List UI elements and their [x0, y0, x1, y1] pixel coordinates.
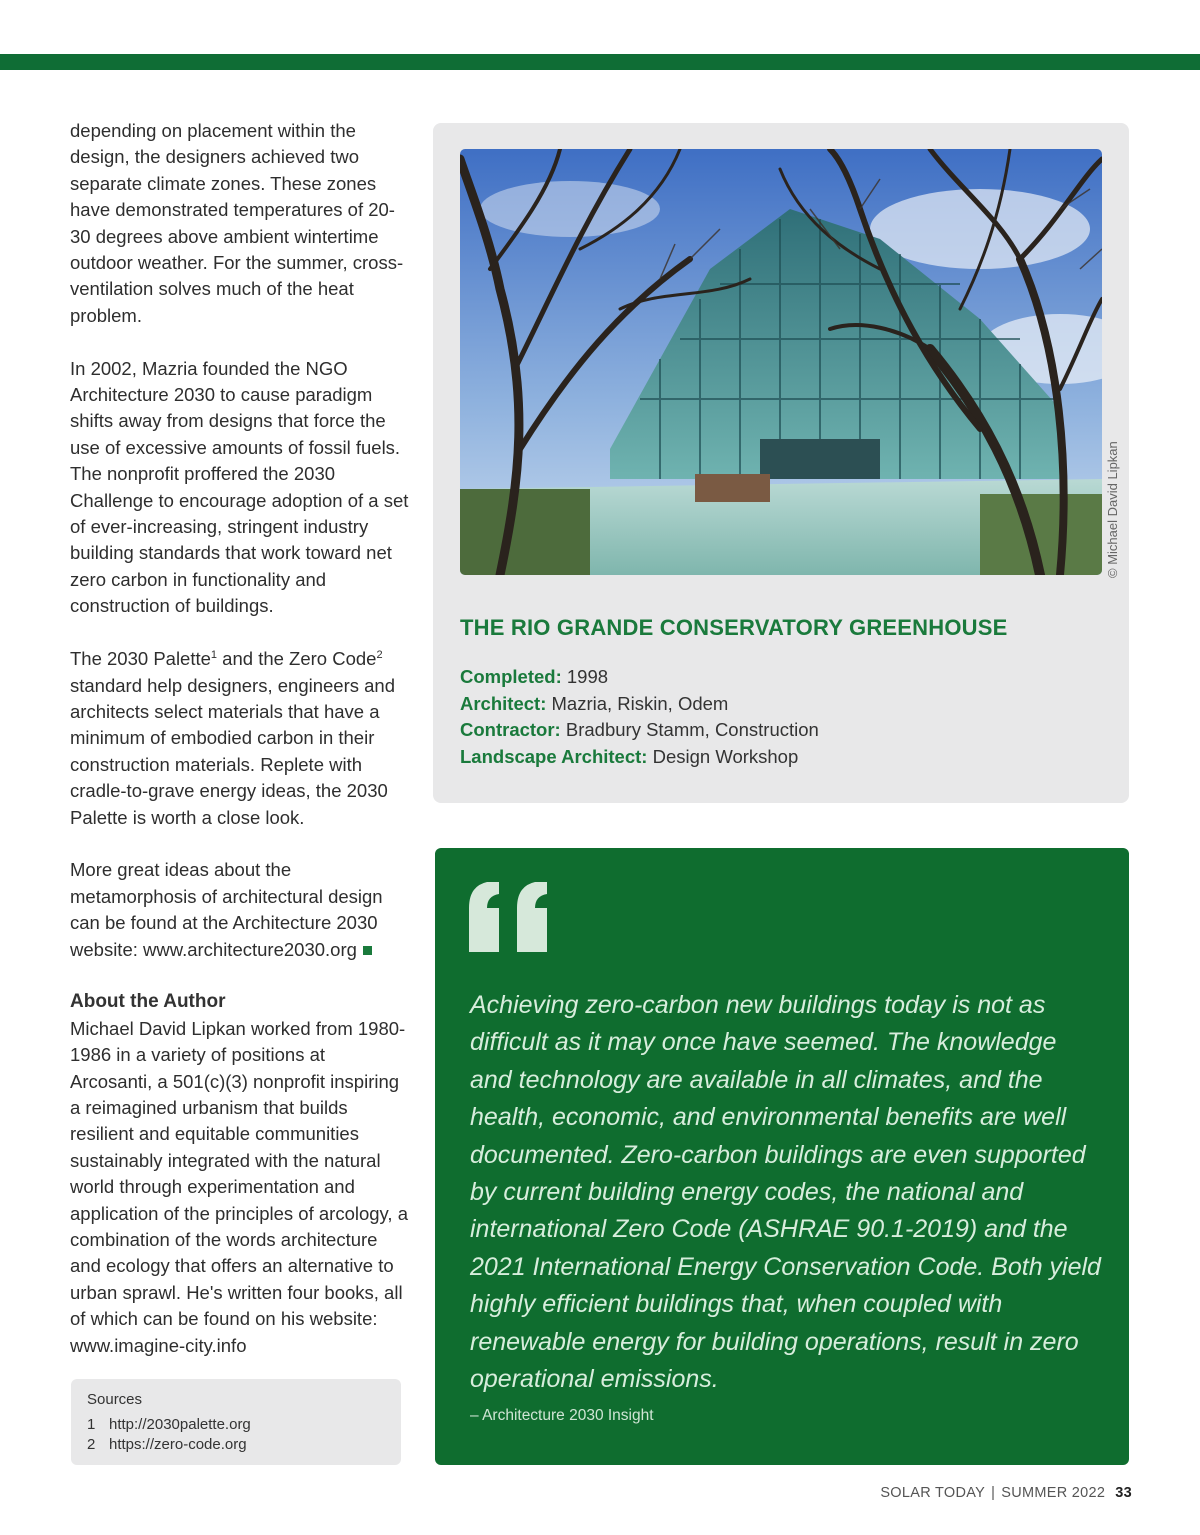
sources-box: [71, 1379, 401, 1465]
top-green-bar: [0, 54, 1200, 70]
project-info-box: [433, 123, 1129, 803]
paragraph-text: and the Zero Code: [217, 648, 377, 670]
end-of-article-icon: [363, 946, 372, 955]
body-paragraph: [70, 646, 410, 831]
pull-quote-box: [435, 848, 1129, 1465]
sources-list: [87, 1415, 251, 1455]
page-number: 33: [1115, 1485, 1132, 1501]
fact-row: [460, 664, 819, 691]
left-column: [70, 118, 410, 1385]
paragraph-text: More great ideas about the metamorphosis of architectural design can be found at the Architecture 2030 website: www.architecture2030.org: [70, 859, 383, 960]
body-paragraph: In 2002, Mazria founded the NGO Architecture 2030 to cause paradigm shifts away from designs that force the use of excessive amounts of fossil fuels. The nonprofit proffered the 2030 Challenge to encourage adoption of a set of ever-increasing, stringent industry building standards that work toward net zero carbon in functionality and construction of buildings.: [70, 357, 409, 617]
pull-quote-text: Achieving zero-carbon new buildings today is not as difficult as it may once have seemed. The knowledge and technology are available in all climates, and the health, economic, and environmental benefits are well documented. Zero-carbon buildings are even supported by current building energy codes, the national and international Zero Code (ASHRAE 90.1-2019) and the 2021 International Energy Conservation Code. Both yield highly efficient buildings that, when coupled with renewable energy for building operations, result in zero operational emissions.: [470, 991, 1101, 1394]
photo-credit: © Michael David Lipkan: [1105, 441, 1120, 578]
source-item: [87, 1435, 251, 1455]
fact-label: Contractor:: [460, 719, 561, 740]
quote-mark-icon: [465, 878, 555, 958]
source-item: [87, 1415, 251, 1435]
source-number: 2: [87, 1436, 96, 1453]
fact-label: Architect:: [460, 692, 547, 714]
fact-value: Bradbury Stamm, Construction: [565, 719, 819, 740]
body-paragraph: [70, 857, 410, 963]
greenhouse-photo: [460, 149, 1102, 575]
fact-row: [460, 691, 819, 718]
issue-label: SUMMER 2022: [1001, 1485, 1106, 1501]
fact-label: Landscape Architect:: [460, 745, 648, 767]
fact-value: 1998: [566, 666, 609, 687]
project-facts: [460, 664, 819, 770]
source-number: 1: [87, 1416, 96, 1433]
fact-row: [460, 717, 819, 744]
body-paragraph: depending on placement within the design, the designers achieved two separate climate zones. These zones have demonstrated temperatures of 20-30 degrees above ambient wintertime outdoor weather. For the summer, cross-ventilation solves much of the heat problem.: [70, 120, 404, 326]
fact-value: Design Workshop: [652, 745, 799, 767]
source-url[interactable]: https://zero-code.org: [109, 1436, 247, 1453]
paragraph-text: The 2030 Palette: [70, 648, 211, 670]
fact-row: [460, 744, 819, 771]
sources-title: Sources: [87, 1391, 143, 1408]
publication-name: SOLAR TODAY: [880, 1485, 986, 1501]
fact-value: Mazria, Riskin, Odem: [551, 692, 729, 714]
project-title: THE RIO GRANDE CONSERVATORY GREENHOUSE: [460, 615, 1008, 640]
paragraph-text: standard help designers, engineers and architects select materials that have a minimum of embodied carbon in their construction materials. Replete with cradle-to-grave energy ideas, the 2030 Palette is worth a close look.: [70, 674, 396, 828]
fact-label: Completed:: [460, 666, 562, 687]
page-footer: [880, 1485, 1132, 1501]
pull-quote-attribution: – Architecture 2030 Insight: [470, 1407, 654, 1424]
about-author-heading: About the Author: [70, 991, 226, 1013]
footnote-ref-2: 2: [376, 649, 383, 662]
footnote-ref-1: 1: [210, 649, 218, 662]
footer-separator: |: [991, 1485, 996, 1501]
about-author-text: Michael David Lipkan worked from 1980-1986 in a variety of positions at Arcosanti, a 501(c)(3) nonprofit inspiring a reimagined urbanism that builds resilient and equitable communities sustainably integrated with the natural world through experimentation and application of the principles of arcology, a combination of the words architecture and ecology that offers an alternative to urban sprawl. He's written four books, all of which can be found on his website: www.imagine-city.info: [70, 1017, 408, 1356]
source-url[interactable]: http://2030palette.org: [109, 1416, 251, 1433]
